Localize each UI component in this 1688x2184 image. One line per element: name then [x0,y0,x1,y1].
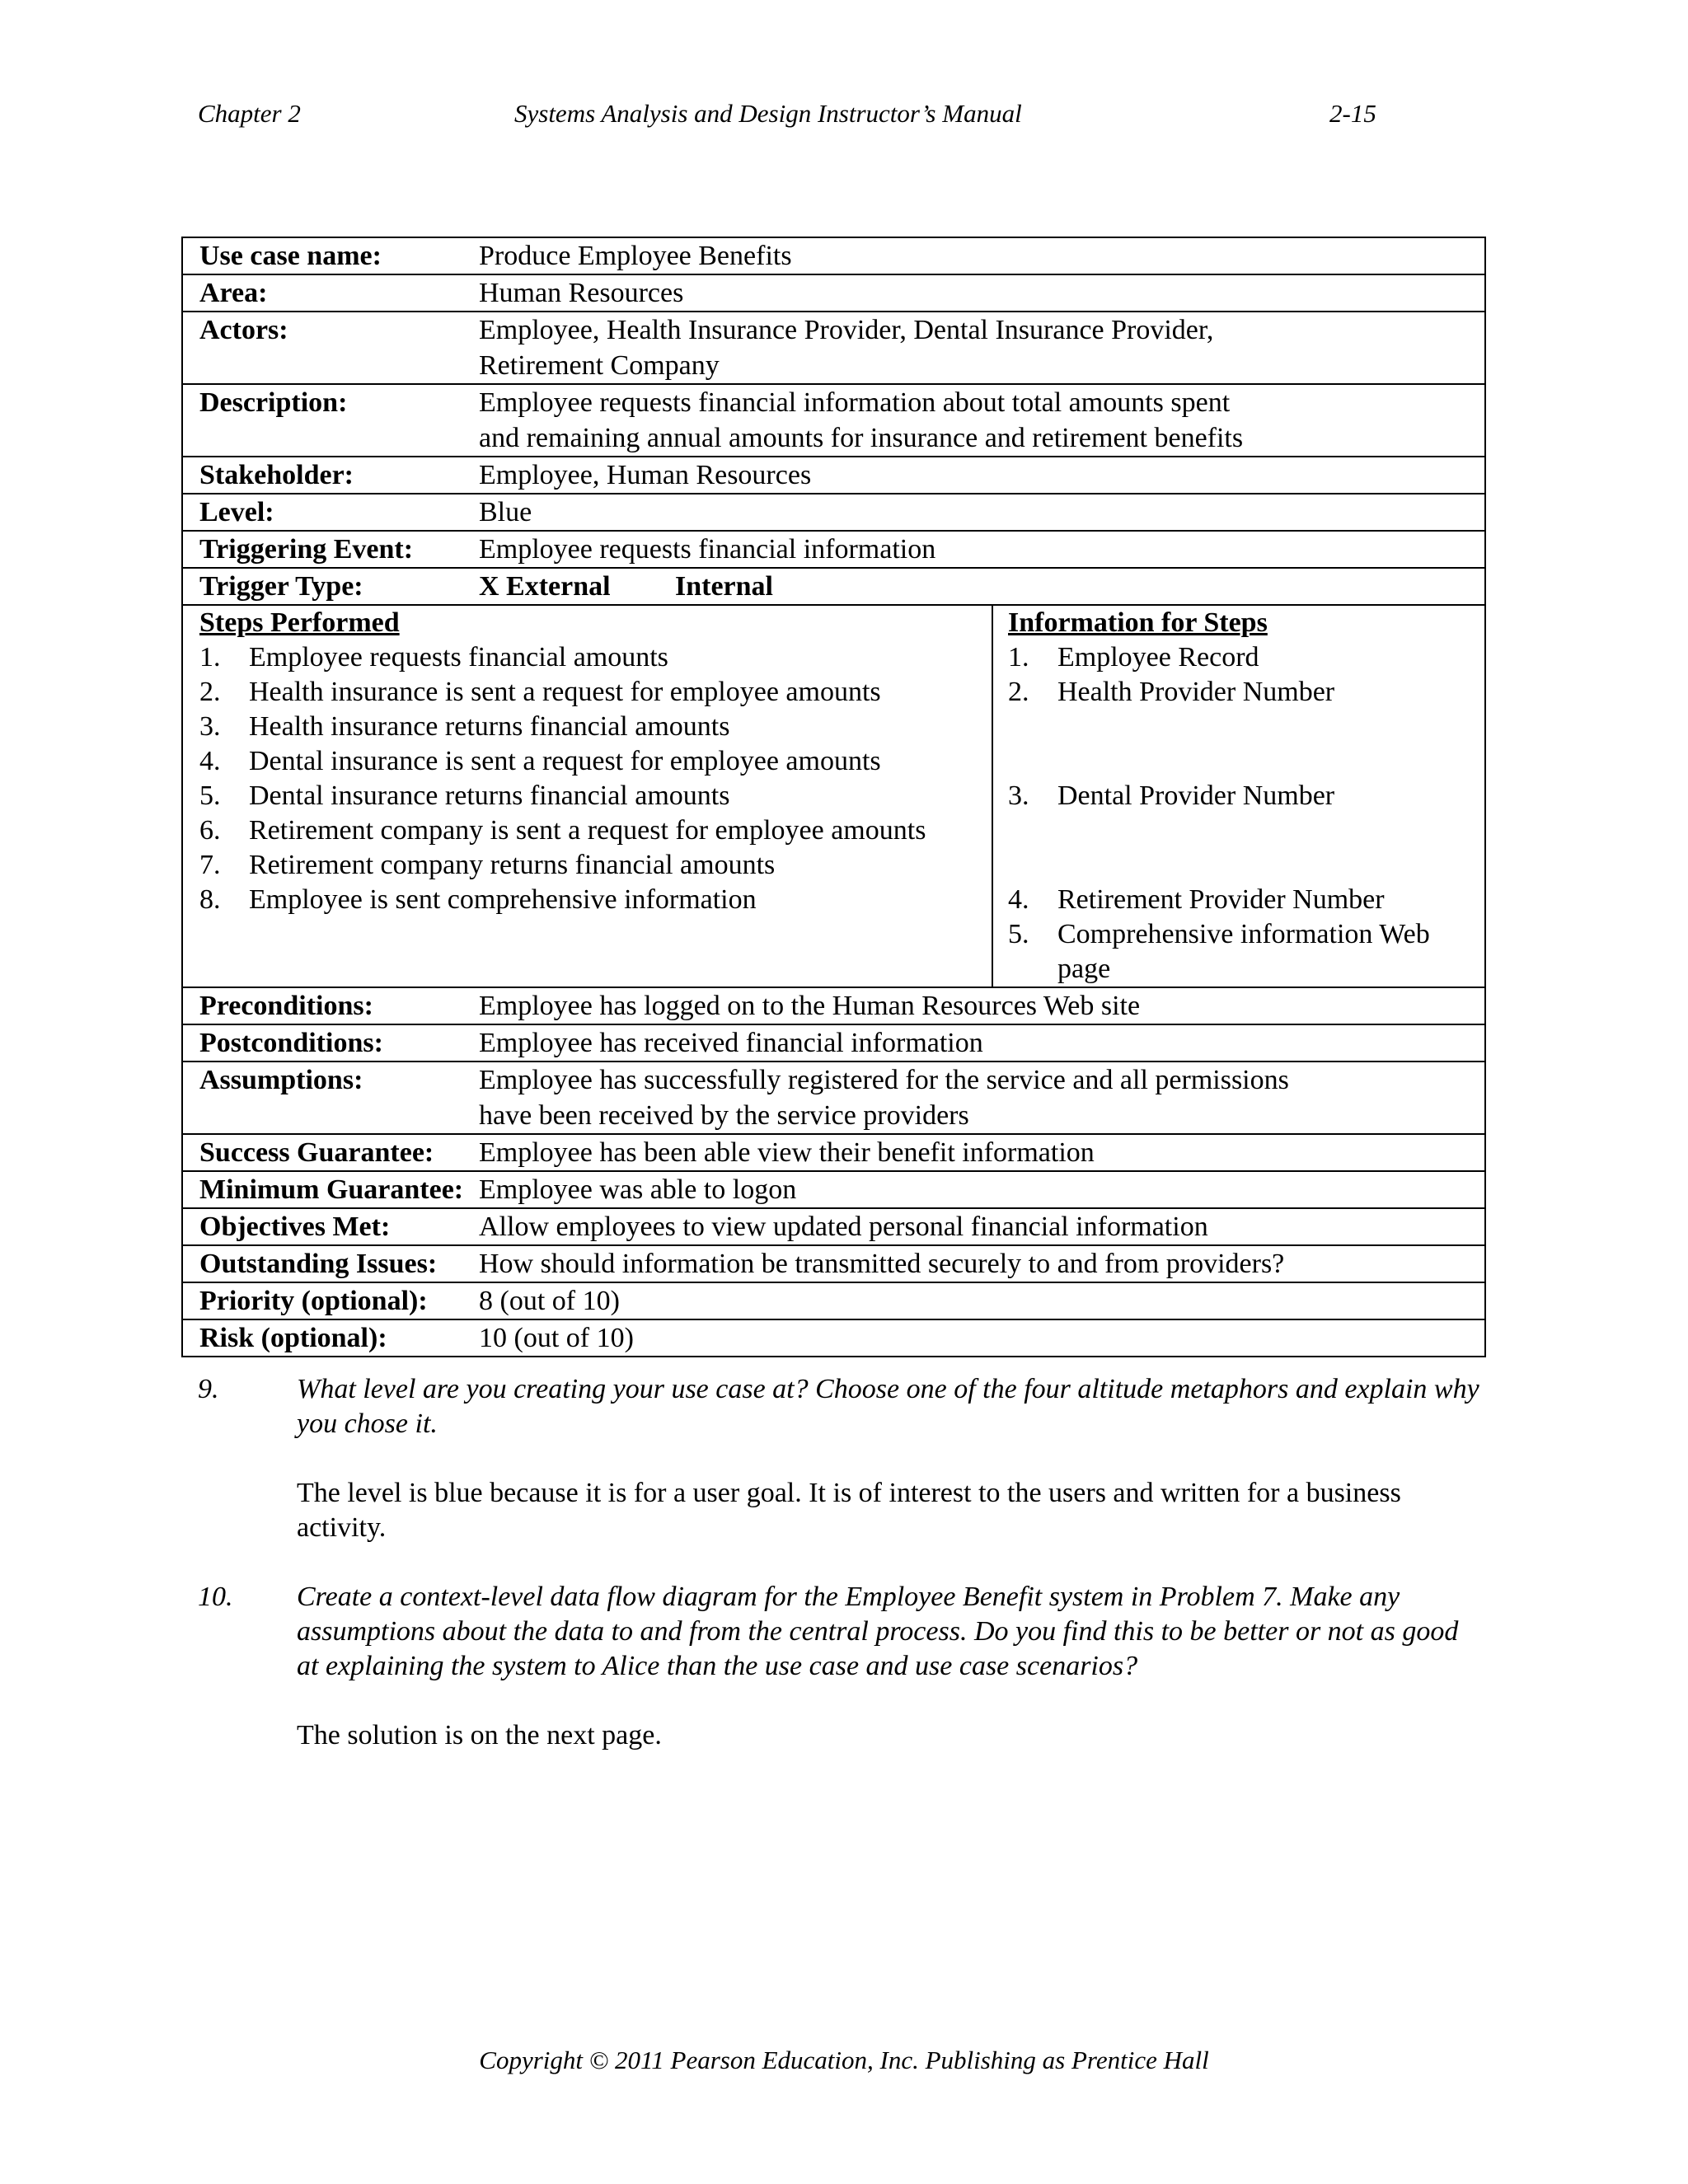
item-number: 3. [1008,780,1029,811]
use-case-table [181,237,1486,1357]
item-text: Health insurance is sent a request for employee amounts [249,677,881,707]
row-value: Blue [479,497,532,527]
item-text: Retirement company is sent a request for employee amounts [249,815,926,846]
row-value: Employee has successfully registered for the service and all permissions have been received by the service providers [479,1065,1289,1131]
use-case-row [183,1170,1484,1207]
spacer [1008,744,1484,779]
item-text: Health Provider Number [1057,677,1335,707]
list-item [1008,779,1484,813]
use-case-row [183,987,1484,1024]
row-label: Priority (optional): [199,1286,428,1316]
use-case-row [183,311,1484,383]
row-label: Success Guarantee: [199,1137,434,1168]
row-value: Employee was able to logon [479,1174,797,1205]
question-text: What level are you creating your use case at? Choose one of the four altitude metaphors and explain why you chose it. [297,1374,1479,1439]
item-number: 6. [199,815,221,846]
row-label: Level: [199,497,274,527]
list-item [199,710,992,744]
steps-section [183,604,1484,987]
list-item [1008,883,1484,917]
steps-heading: Steps Performed [199,607,400,638]
row-value: Allow employees to view updated personal financial information [479,1212,1208,1242]
use-case-row [183,1319,1484,1356]
row-value: Employee has been able view their benefit information [479,1137,1095,1168]
use-case-row [183,1207,1484,1244]
row-label: Trigger Type: [199,571,363,602]
header-title: Systems Analysis and Design Instructor’s Manual [514,99,1022,128]
use-case-row [183,1133,1484,1170]
spacer [1008,813,1484,848]
item-text: Employee requests financial amounts [249,642,668,673]
use-case-row [183,274,1484,311]
row-value: Employee has received financial information [479,1028,983,1058]
row-value: 8 (out of 10) [479,1286,620,1316]
item-text: Dental insurance is sent a request for employee amounts [249,746,881,776]
row-value: Human Resources [479,278,684,308]
question-number: 9. [198,1374,219,1404]
item-text: Retirement company returns financial amounts [249,850,776,880]
trigger-type-values [479,569,1484,604]
item-number: 2. [199,677,221,707]
item-number: 7. [199,850,221,880]
answer-text: The level is blue because it is for a user goal. It is of interest to the users and written for a business activity. [297,1478,1401,1543]
copyright-footer: Copyright © 2011 Pearson Education, Inc. Publishing as Prentice Hall [479,2046,1209,2074]
row-label: Actors: [199,315,288,345]
list-item [199,675,992,710]
steps-performed-column [183,606,993,987]
use-case-row [183,1282,1484,1319]
list-item [199,883,992,917]
item-text: Retirement Provider Number [1057,884,1385,915]
list-item [199,848,992,883]
item-text: Comprehensive information Web page [1057,919,1430,984]
list-item [1008,917,1484,987]
row-label: Use case name: [199,241,382,271]
use-case-row [183,530,1484,567]
item-number: 4. [1008,884,1029,915]
question-9 [198,1372,1484,1545]
trigger-internal: Internal [675,571,773,602]
row-label: Preconditions: [199,991,373,1021]
list-item [1008,675,1484,710]
trigger-external: X External [479,571,611,602]
use-case-row [183,383,1484,456]
use-case-row [183,1061,1484,1133]
item-number: 2. [1008,677,1029,707]
use-case-row [183,493,1484,530]
answer-text: The solution is on the next page. [297,1720,662,1750]
row-value: How should information be transmitted securely to and from providers? [479,1249,1285,1279]
item-number: 1. [199,642,221,673]
spacer [1008,710,1484,744]
item-text: Employee is sent comprehensive information [249,884,757,915]
item-text: Dental insurance returns financial amounts [249,780,730,811]
row-label: Assumptions: [199,1065,363,1095]
info-heading: Information for Steps [1008,607,1268,638]
row-value: Employee requests financial information about total amounts spent and remaining annual amounts for insurance and retirement benefits [479,387,1244,453]
row-label: Area: [199,278,268,308]
use-case-row [183,238,1484,274]
item-number: 1. [1008,642,1029,673]
row-label: Description: [199,387,348,418]
row-label: Minimum Guarantee: [199,1174,464,1205]
row-value: Produce Employee Benefits [479,241,792,271]
question-10 [198,1580,1484,1753]
row-label: Outstanding Issues: [199,1249,438,1279]
item-number: 4. [199,746,221,776]
header-chapter: Chapter 2 [198,99,301,128]
item-text: Health insurance returns financial amounts [249,711,730,742]
item-number: 5. [1008,919,1029,949]
use-case-row [183,1024,1484,1061]
list-item [1008,640,1484,675]
question-number: 10. [198,1582,233,1612]
trigger-type-row [183,567,1484,604]
header-page-number: 2-15 [1329,99,1376,128]
item-number: 5. [199,780,221,811]
row-value: Employee requests financial information [479,534,936,565]
item-number: 3. [199,711,221,742]
item-text: Employee Record [1057,642,1259,673]
item-text: Dental Provider Number [1057,780,1335,811]
row-value: Employee has logged on to the Human Resources Web site [479,991,1141,1021]
spacer [1008,848,1484,883]
row-label: Stakeholder: [199,460,354,490]
use-case-row [183,456,1484,493]
row-label: Triggering Event: [199,534,414,565]
row-value: 10 (out of 10) [479,1323,634,1353]
item-number: 8. [199,884,221,915]
use-case-row [183,1244,1484,1282]
question-text: Create a context-level data flow diagram for the Employee Benefit system in Problem 7. Make any assumptions about the data to and from the central process. Do you find this to be better or not as good at explaining the system to Alice than the use case and use case scenarios? [297,1582,1459,1681]
row-label: Postconditions: [199,1028,383,1058]
information-for-steps-column [993,606,1484,987]
row-label: Risk (optional): [199,1323,387,1353]
row-value: Employee, Human Resources [479,460,812,490]
list-item [199,640,992,675]
list-item [199,813,992,848]
list-item [199,744,992,779]
list-item [199,779,992,813]
row-value: Employee, Health Insurance Provider, Dental Insurance Provider, Retirement Company [479,315,1214,381]
row-label: Objectives Met: [199,1212,391,1242]
